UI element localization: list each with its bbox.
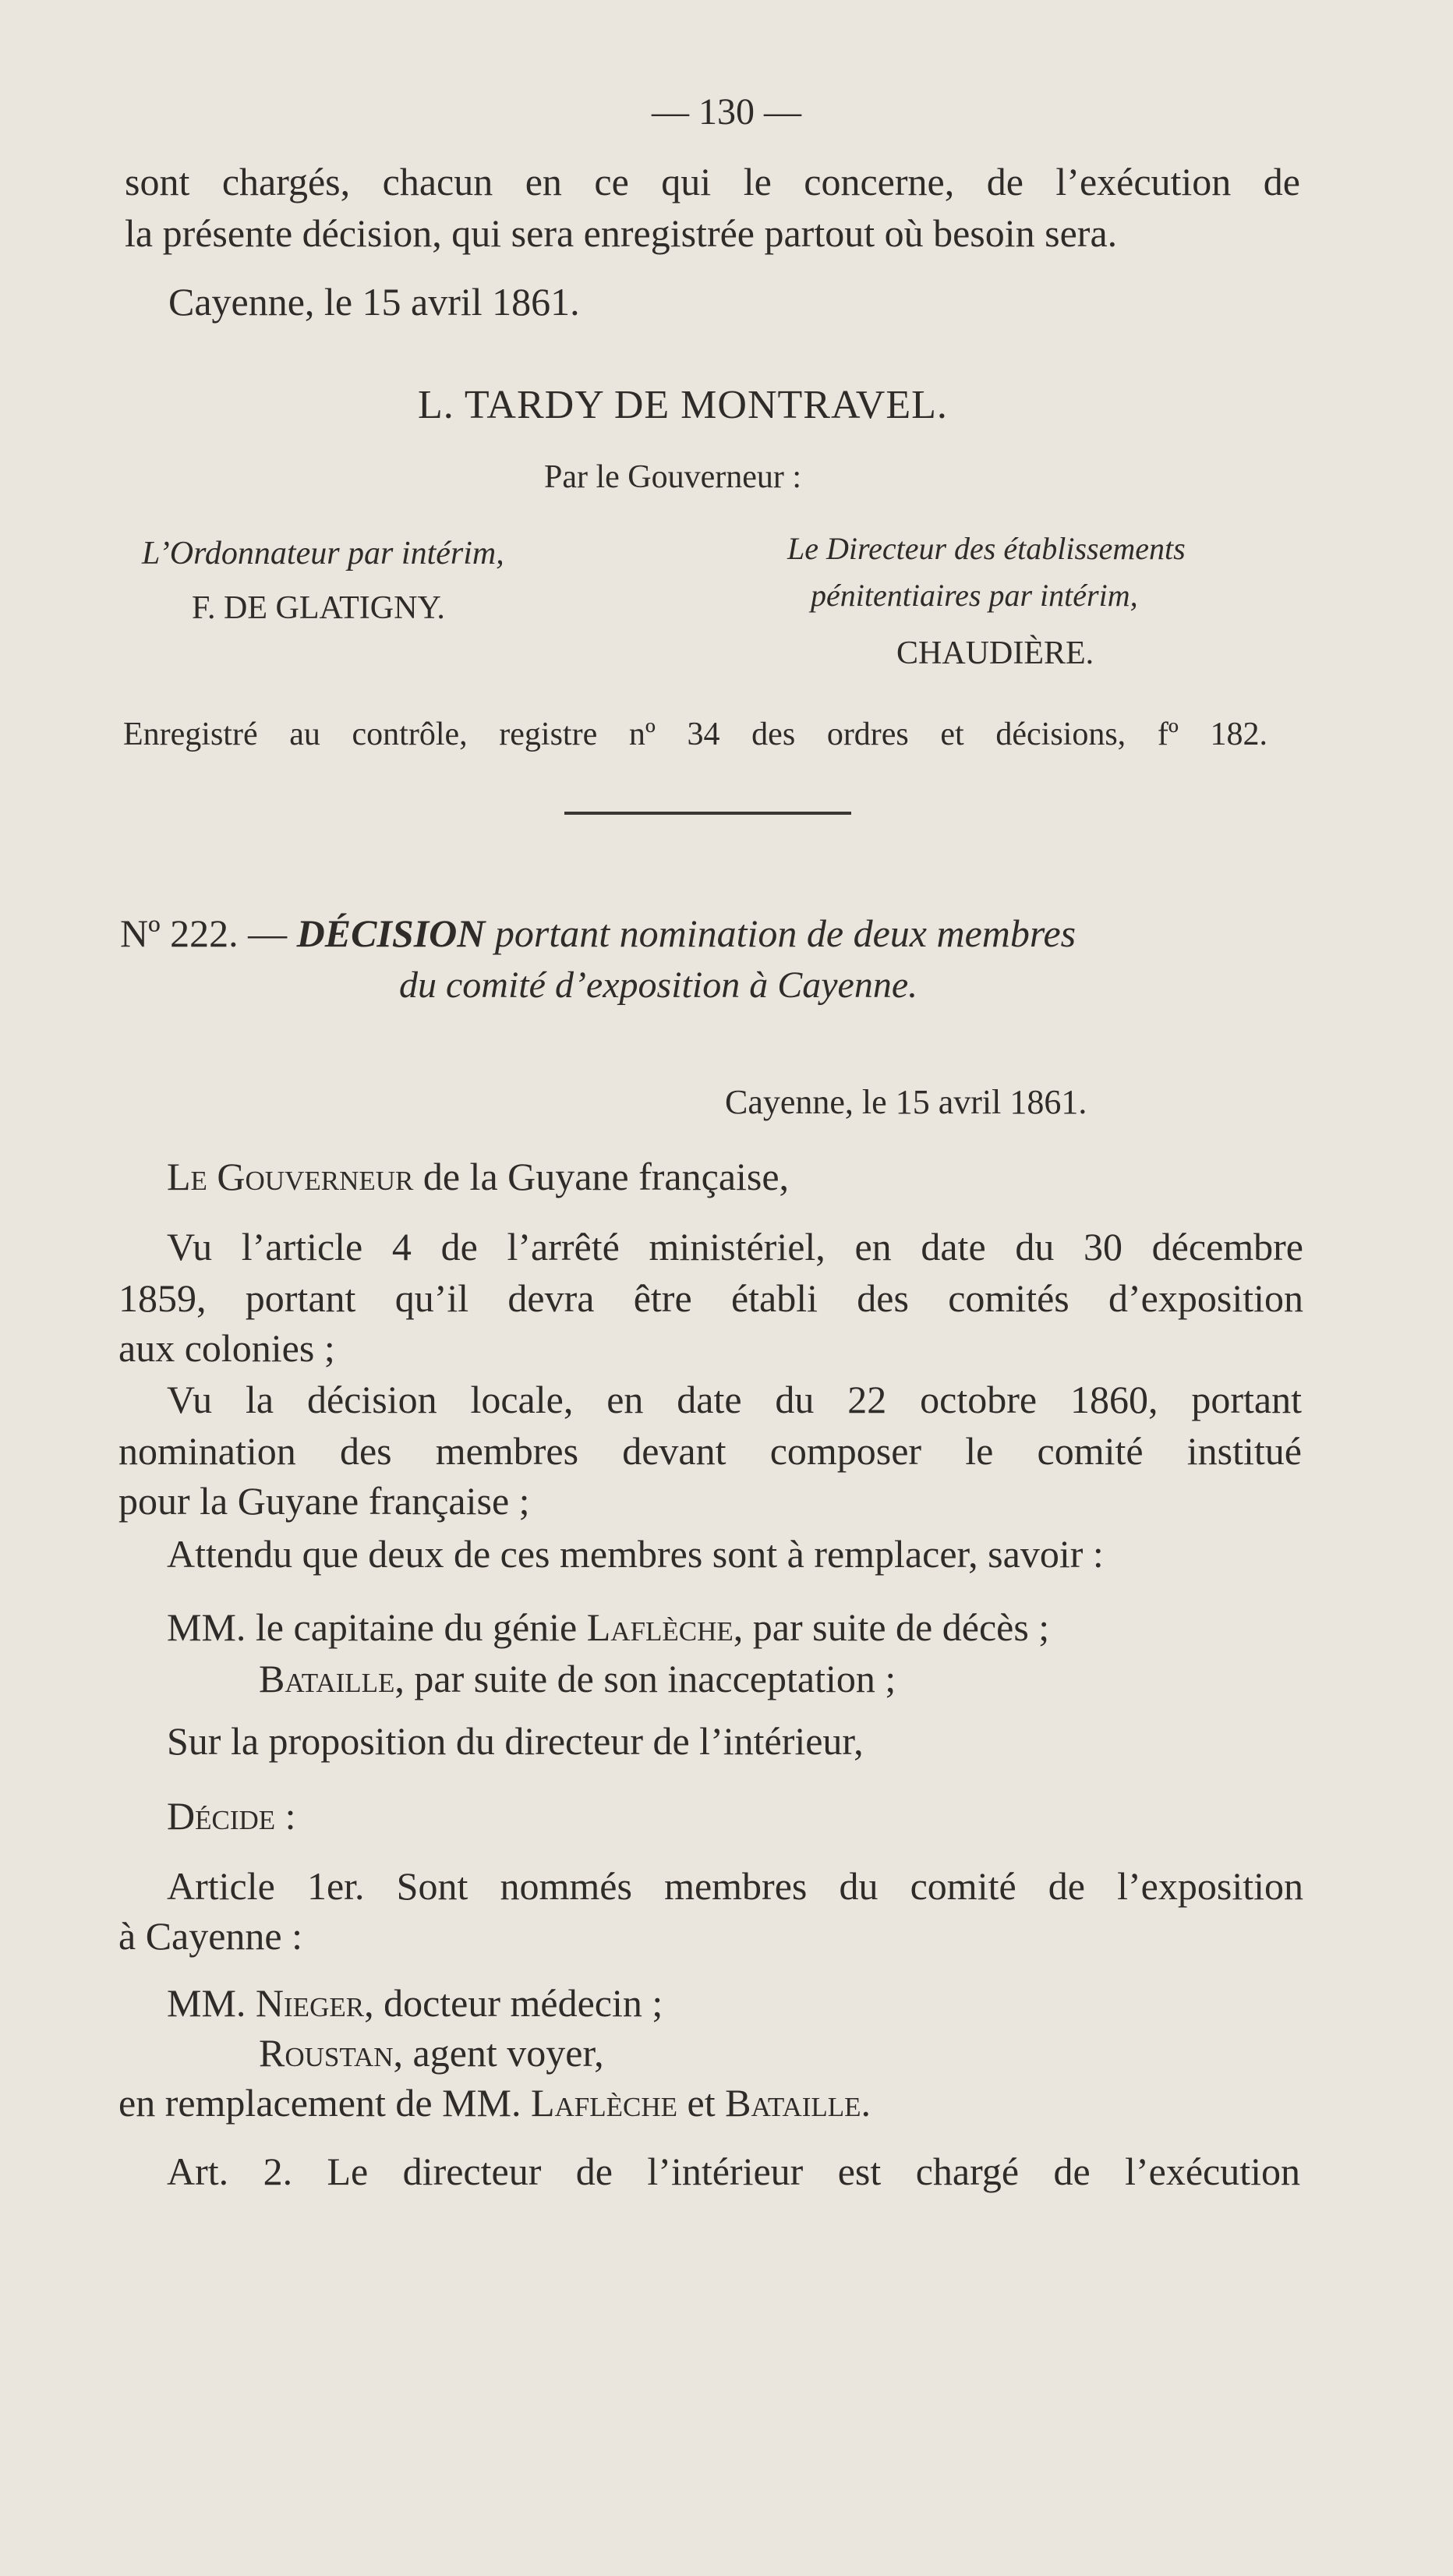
remplacement-period: . (861, 2081, 871, 2125)
sur-proposition-line: Sur la proposition du directeur de l’intérieur, (167, 1719, 864, 1763)
remplacement-name-1: Laflèche (530, 2081, 678, 2125)
mm4-name: Roustan (259, 2031, 394, 2075)
vu1-line-1: Vu l’article 4 de l’arrêté ministériel, en date du 30 décembre (167, 1225, 1303, 1269)
decision-word: DÉCISION (296, 911, 486, 955)
par-le-gouverneur: Par le Gouverneur : (544, 459, 802, 495)
article-1-line-2: à Cayenne : (118, 1914, 303, 1958)
prev-date: Cayenne, le 15 avril 1861. (168, 280, 580, 324)
gouverneur-rest: de la Guyane française, (422, 1155, 790, 1198)
vu2-line-3: pour la Guyane française ; (118, 1479, 530, 1523)
attendu-line: Attendu que deux de ces membres sont à remplacer, savoir : (167, 1532, 1104, 1576)
section-divider (564, 812, 851, 815)
mm1-prefix: MM. le capitaine du génie (167, 1605, 578, 1649)
vu2-line-2: nomination des membres devant composer le comité institué (118, 1429, 1302, 1473)
decision-title-line-2: du comité d’exposition à Cayenne. (399, 964, 918, 1006)
gouverneur-smallcaps: Le Gouverneur (167, 1155, 414, 1198)
mm1-name: Laflèche (586, 1605, 734, 1649)
decide-line: Décide : (167, 1794, 296, 1838)
mm2-name: Bataille (259, 1657, 395, 1700)
vu2-line-1: Vu la décision locale, en date du 22 octobre 1860, portant (167, 1378, 1302, 1421)
vu1-line-3: aux colonies ; (118, 1326, 335, 1370)
mm3-name: Nieger (255, 1981, 365, 2025)
directeur-title-1: Le Directeur des établissements (787, 531, 1186, 566)
directeur-title-2: pénitentiaires par intérim, (811, 578, 1138, 613)
mm3-prefix: MM. (167, 1981, 246, 2025)
ordonnateur-name: F. DE GLATIGNY. (192, 590, 445, 626)
mm-laflechecapitaine-line (167, 1601, 1049, 1653)
remplacement-prefix: en remplacement de MM. (118, 2081, 521, 2125)
prev-text-line-2: la présente décision, qui sera enregistrée partout où besoin sera. (125, 211, 1118, 255)
mm3-suffix: , docteur médecin ; (364, 1981, 663, 2025)
article-2-line: Art. 2. Le directeur de l’intérieur est chargé de l’exécution (167, 2150, 1300, 2193)
mm2-suffix: , par suite de son inacceptation ; (394, 1657, 896, 1700)
mm-roustan-line (259, 2027, 604, 2079)
article-1-line-1: Article 1er. Sont nommés membres du comité de l’exposition (167, 1864, 1303, 1908)
decision-number: Nº 222. — (120, 911, 288, 955)
mm-nieger-line (167, 1977, 663, 2029)
remplacement-and: et (687, 2081, 716, 2125)
mm1-suffix: , par suite de décès ; (733, 1605, 1050, 1649)
decision-heading (120, 911, 1076, 956)
decision-date: Cayenne, le 15 avril 1861. (725, 1083, 1087, 1121)
directeur-name: CHAUDIÈRE. (896, 635, 1094, 671)
page-number: — 130 — (652, 91, 801, 133)
vu1-line-2: 1859, portant qu’il devra être établi des comités d’exposition (118, 1276, 1303, 1320)
ordonnateur-title: L’Ordonnateur par intérim, (142, 536, 504, 571)
decision-title-rest: portant nomination de deux membres (494, 911, 1076, 955)
gouverneur-line (167, 1151, 789, 1202)
enregistrement-note: Enregistré au contrôle, registre nº 34 des ordres et décisions, fº 182. (123, 717, 1267, 752)
remplacement-name-2: Bataille (725, 2081, 861, 2125)
remplacement-line (118, 2077, 871, 2128)
mm-bataille-line (259, 1653, 896, 1704)
governor-signature: L. TARDY DE MONTRAVEL. (418, 383, 948, 427)
prev-text-line-1: sont chargés, chacun en ce qui le concerne, de l’exécution de (125, 160, 1300, 203)
mm4-suffix: , agent voyer, (393, 2031, 604, 2075)
